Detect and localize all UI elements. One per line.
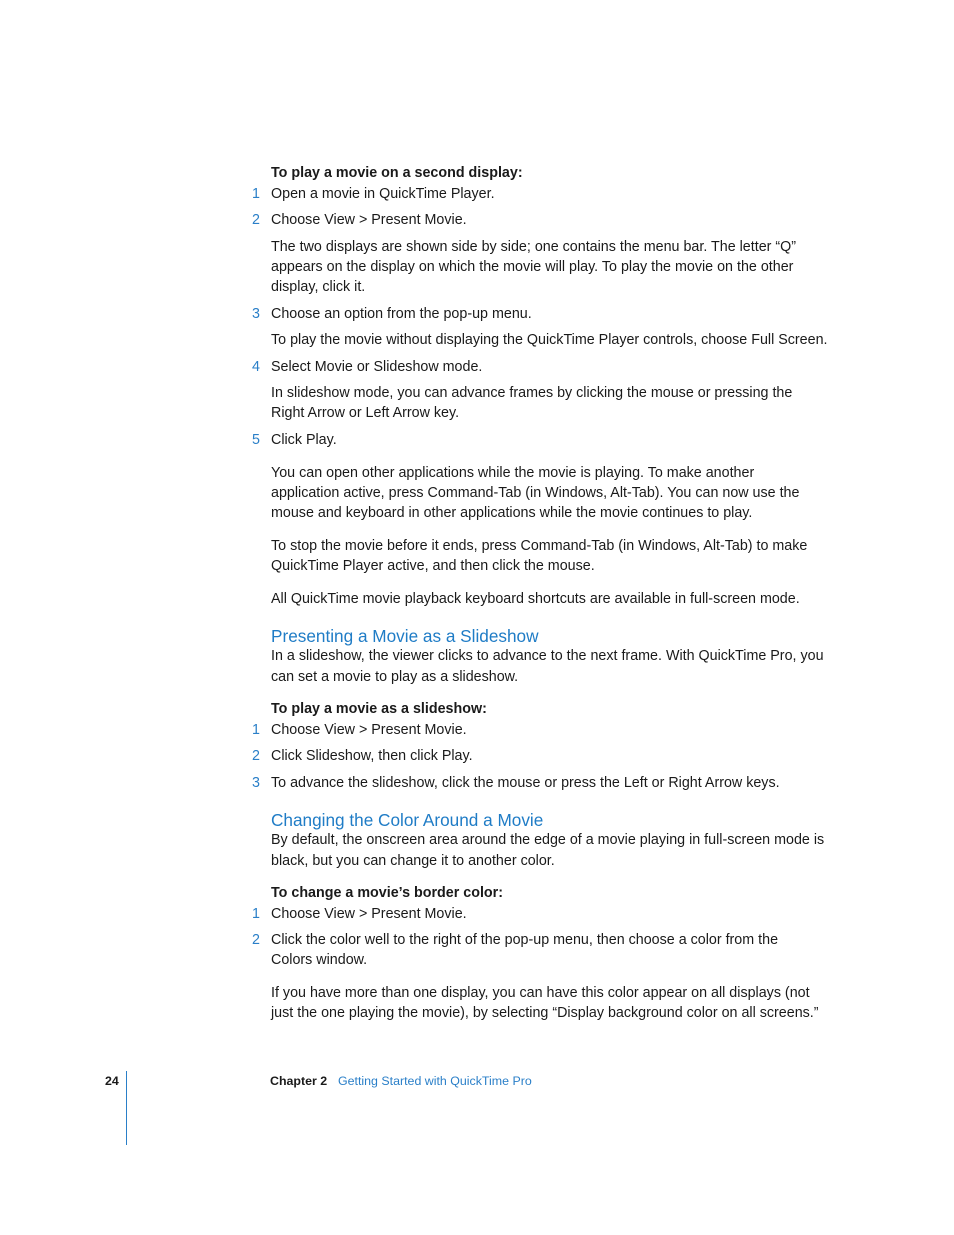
step-number: 5: [252, 432, 260, 448]
step-text: Choose an option from the pop-up menu.: [271, 306, 532, 322]
paragraph-line: black, but you can change it to another color.: [271, 853, 555, 869]
step-number: 3: [252, 306, 260, 322]
paragraph-line: application active, press Command-Tab (in Windows, Alt-Tab). You can now use the: [271, 485, 800, 501]
paragraph-line: can set a movie to play as a slideshow.: [271, 669, 519, 685]
step-number: 1: [252, 186, 260, 202]
paragraph-line: just the one playing the movie), by selecting “Display background color on all screens.”: [271, 1005, 819, 1021]
paragraph-line: To stop the movie before it ends, press Command-Tab (in Windows, Alt-Tab) to make: [271, 538, 808, 554]
page-number: 24: [105, 1074, 119, 1088]
step-number: 3: [252, 775, 260, 791]
step-number: 2: [252, 932, 260, 948]
step-number: 2: [252, 212, 260, 228]
procedure-title: To play a movie on a second display:: [271, 165, 523, 181]
step-number: 4: [252, 359, 260, 375]
step-note-line: Right Arrow or Left Arrow key.: [271, 405, 460, 421]
paragraph-line: In a slideshow, the viewer clicks to advance to the next frame. With QuickTime Pro, you: [271, 648, 824, 664]
chapter-label: Chapter 2: [270, 1074, 328, 1088]
section-heading: Presenting a Movie as a Slideshow: [271, 626, 539, 646]
footer-divider: [126, 1071, 127, 1145]
procedure-title: To play a movie as a slideshow:: [271, 701, 487, 717]
section-heading: Changing the Color Around a Movie: [271, 810, 544, 830]
step-text: Click Slideshow, then click Play.: [271, 748, 473, 764]
step-note-line: The two displays are shown side by side; one contains the menu bar. The letter “Q”: [271, 239, 797, 255]
step-text: To advance the slideshow, click the mouse or press the Left or Right Arrow keys.: [271, 775, 780, 791]
paragraph-line: All QuickTime movie playback keyboard shortcuts are available in full-screen mode.: [271, 591, 800, 607]
paragraph-line: QuickTime Player active, and then click the mouse.: [271, 558, 595, 574]
step-text: Click the color well to the right of the pop-up menu, then choose a color from the: [271, 932, 779, 948]
step-text: Select Movie or Slideshow mode.: [271, 359, 483, 375]
step-text: Click Play.: [271, 432, 337, 448]
paragraph-line: mouse and keyboard in other applications while the movie continues to play.: [271, 505, 753, 521]
step-note-line: To play the movie without displaying the QuickTime Player controls, choose Full Screen.: [271, 332, 828, 348]
step-number: 1: [252, 722, 260, 738]
step-number: 2: [252, 748, 260, 764]
step-note-line: appears on the display on which the movie will play. To play the movie on the other: [271, 259, 794, 275]
paragraph-line: By default, the onscreen area around the edge of a movie playing in full-screen mode is: [271, 832, 825, 848]
step-note-line: In slideshow mode, you can advance frames by clicking the mouse or pressing the: [271, 385, 793, 401]
step-text: Colors window.: [271, 952, 368, 968]
chapter-title: Getting Started with QuickTime Pro: [338, 1074, 532, 1088]
step-note-line: display, click it.: [271, 279, 366, 295]
paragraph-line: If you have more than one display, you can have this color appear on all displays (not: [271, 985, 810, 1001]
step-text: Choose View > Present Movie.: [271, 212, 467, 228]
step-text: Choose View > Present Movie.: [271, 722, 467, 738]
procedure-title: To change a movie’s border color:: [271, 885, 503, 901]
step-text: Open a movie in QuickTime Player.: [271, 186, 495, 202]
paragraph-line: You can open other applications while the movie is playing. To make another: [271, 465, 755, 481]
step-text: Choose View > Present Movie.: [271, 906, 467, 922]
step-number: 1: [252, 906, 260, 922]
